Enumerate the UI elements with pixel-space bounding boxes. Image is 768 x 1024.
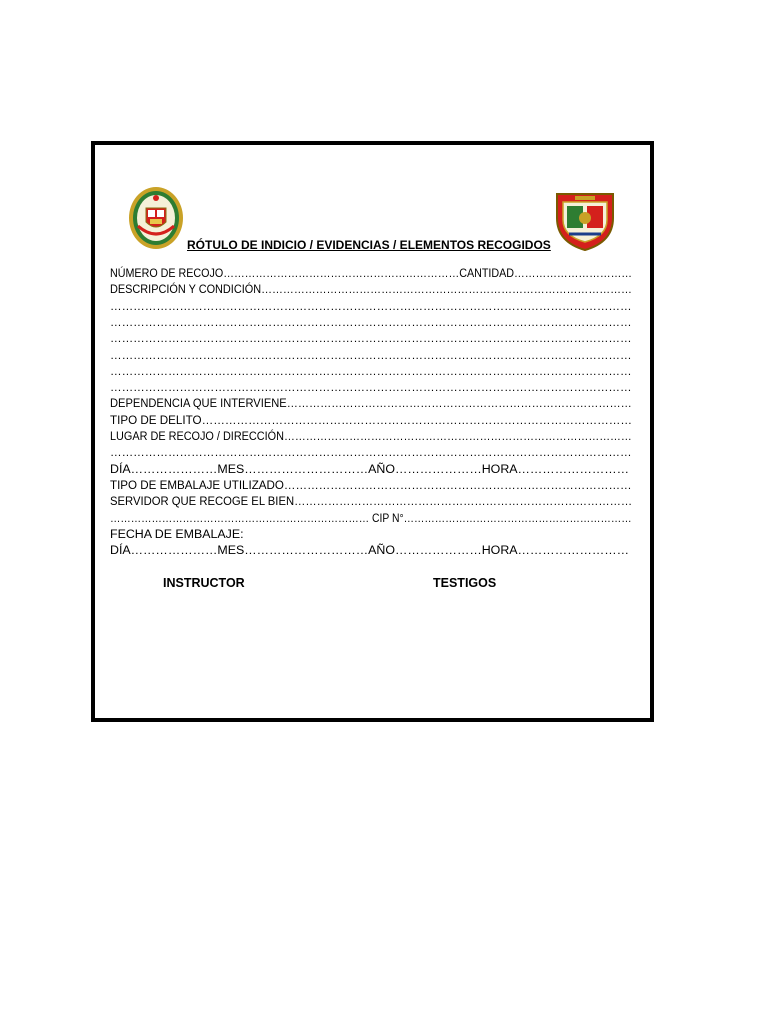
form-line: TIPO DE DELITO………………………………………………………………………………………………… (110, 412, 632, 427)
instructor-label: INSTRUCTOR (163, 576, 245, 590)
form-line: NÚMERO DE RECOJO…………………………………………………………CANTIDAD…………………………… (110, 266, 633, 280)
form-line: LUGAR DE RECOJO / DIRECCIÓN…………………………………………………………………………………… (110, 429, 632, 443)
form-line: ……………………………………………………………………………………………………………………… (110, 298, 632, 313)
form-line: DESCRIPCIÓN Y CONDICIÓN………………………………………………………………………………………… (110, 282, 632, 297)
form-line: ……………………………………………………………………………………………………………………… (110, 445, 632, 460)
form-line: DÍA…………………MES…………………………AÑO…………………HORA……………………… (110, 461, 630, 476)
form-line: ……………………………………………………………………………………………………………………… (110, 380, 632, 395)
form-title: RÓTULO DE INDICIO / EVIDENCIAS / ELEMENTOS RECOGIDOS (187, 238, 551, 252)
form-line: DÍA…………………MES…………………………AÑO…………………HORA……………………… (110, 543, 630, 558)
form-line: ……………………………………………………………………………………………………………………… (110, 314, 632, 329)
form-line: ……………………………………………………………………………………………………………………… (110, 363, 632, 378)
form-line: SERVIDOR QUE RECOGE EL BIEN……………………………………………………………………………… (110, 494, 633, 509)
form-line: ………………………………………………………………… CIP N°………………………………………………………… (110, 510, 632, 525)
form-line: ……………………………………………………………………………………………………………………… (110, 331, 632, 346)
witnesses-label: TESTIGOS (433, 576, 497, 590)
form-line: FECHA DE EMBALAJE: (110, 526, 244, 541)
police-unit-shield-icon (553, 188, 617, 252)
police-coat-of-arms-icon (128, 186, 184, 250)
form-line: TIPO DE EMBALAJE UTILIZADO……………………………………………………………………………… (110, 477, 632, 492)
form-line: DEPENDENCIA QUE INTERVIENE………………………………………………………………………………… (110, 396, 632, 411)
form-line: ……………………………………………………………………………………………………………………… (110, 347, 632, 362)
